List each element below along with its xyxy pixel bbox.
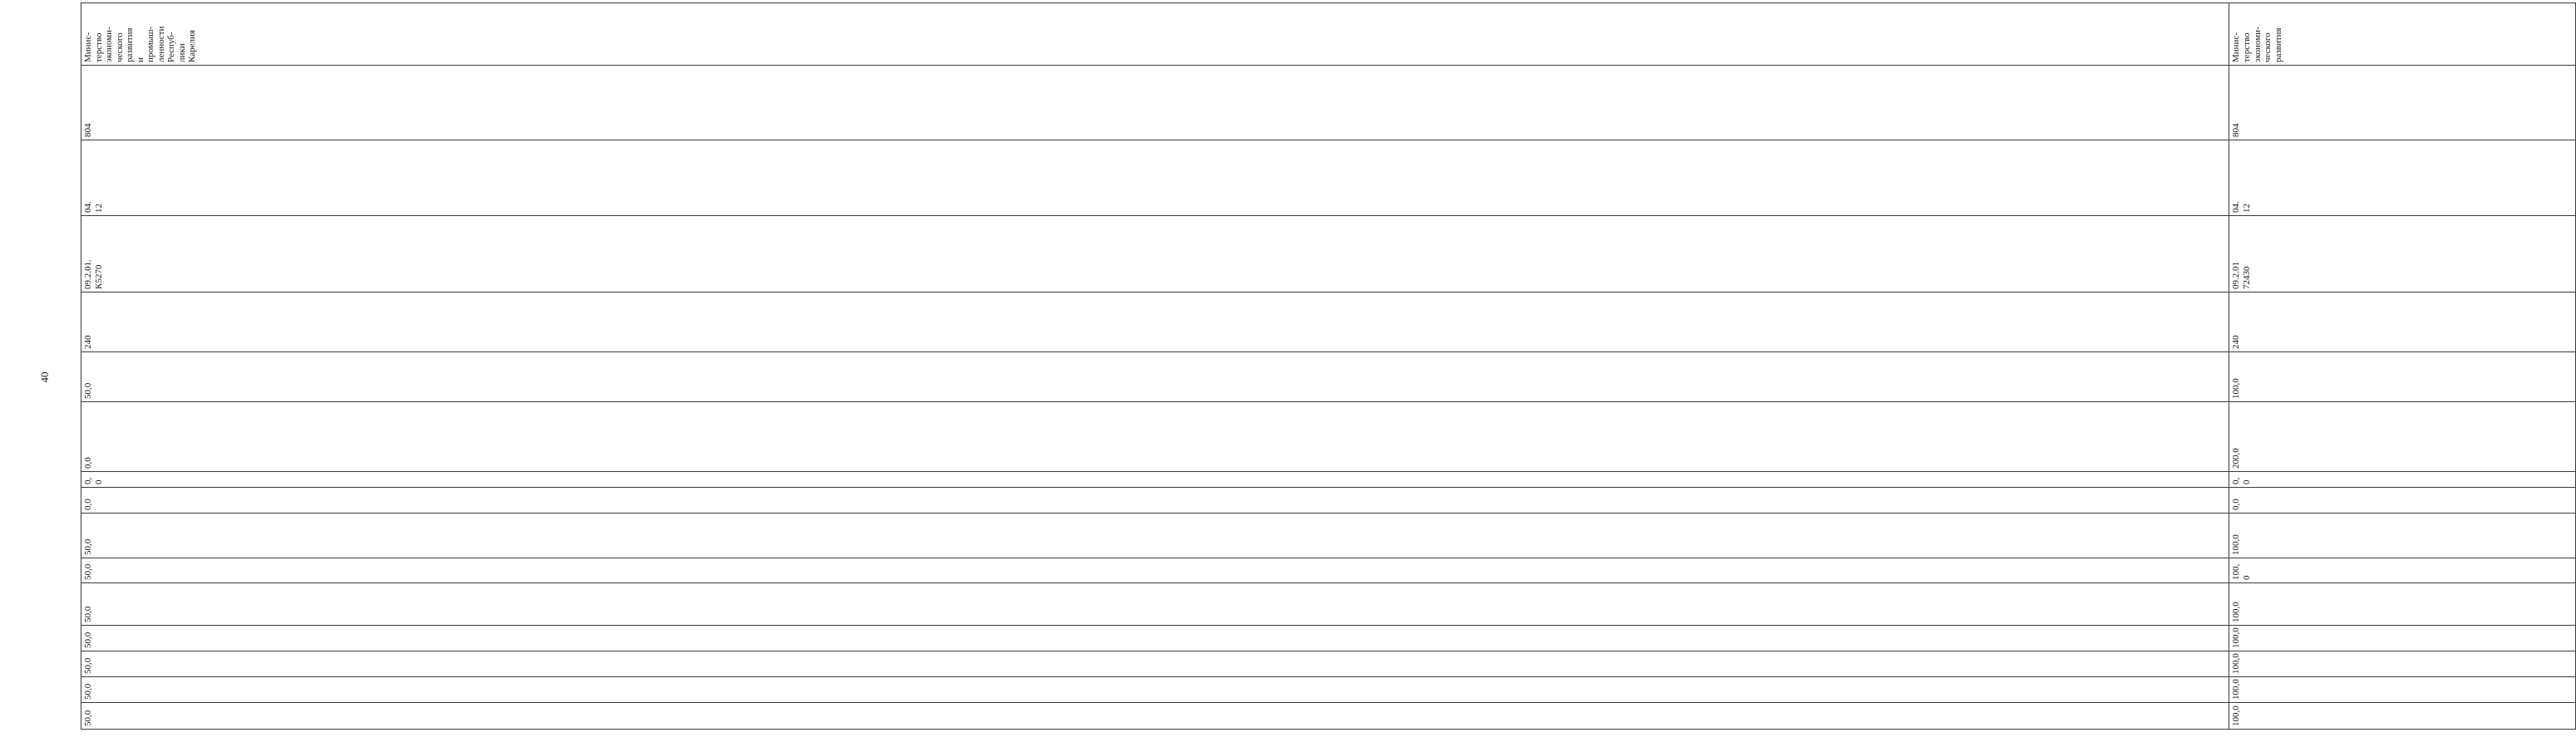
values-cell: 50,0 bbox=[81, 558, 2229, 583]
values-cell: 50,0 bbox=[81, 677, 2229, 703]
rzpr-cell: 04. 12 bbox=[2229, 140, 2576, 216]
values-cell: 50,0 bbox=[81, 703, 2229, 730]
grbs-cell: 804 bbox=[81, 66, 2229, 140]
values-cell: 100,0 bbox=[2229, 514, 2576, 558]
grbs-cell: 804 bbox=[2229, 66, 2576, 140]
values-cell: 50,0 bbox=[81, 651, 2229, 677]
values-cell: 100,0 bbox=[2229, 352, 2576, 402]
values-cell: 50,0 bbox=[81, 583, 2229, 626]
values-cell: 100,0 bbox=[2229, 677, 2576, 703]
table-row bbox=[2229, 3, 2576, 730]
values-cell: 100,0 bbox=[2229, 626, 2576, 651]
values-cell: 100,0 bbox=[2229, 583, 2576, 626]
values-cell: 200,0 bbox=[2229, 402, 2576, 472]
table-wrapper bbox=[81, 12, 2283, 730]
executor-cell: Минис- терство экономи- ческого развития и промыш- ленности Респуб- лики Карелия bbox=[81, 3, 2229, 66]
values-cell: 50,0 bbox=[81, 352, 2229, 402]
values-cell: 0,0 bbox=[81, 402, 2229, 472]
csr-cell: 09.2.01 72430 bbox=[2229, 216, 2576, 292]
vr-cell: 240 bbox=[81, 292, 2229, 352]
values-cell: 100,0 bbox=[2229, 651, 2576, 677]
budget-table bbox=[81, 2, 2576, 730]
values-cell: 100,0 bbox=[2229, 558, 2576, 583]
table-row bbox=[81, 3, 2229, 730]
values-cell: 50,0 bbox=[81, 626, 2229, 651]
values-cell: 0,0 bbox=[2229, 472, 2576, 488]
values-cell: 50,0 bbox=[81, 514, 2229, 558]
page-number: 40 bbox=[38, 371, 51, 383]
rzpr-cell: 04. 12 bbox=[81, 140, 2229, 216]
values-cell: 0,0 bbox=[81, 472, 2229, 488]
executor-cell: Минис- терство экономи- ческого развития bbox=[2229, 3, 2576, 66]
values-cell: 0,0 bbox=[2229, 488, 2576, 514]
vr-cell: 240 bbox=[2229, 292, 2576, 352]
csr-cell: 09.2.01. К5270 bbox=[81, 216, 2229, 292]
values-cell: 0,0 bbox=[81, 488, 2229, 514]
values-cell: 100,0 bbox=[2229, 703, 2576, 730]
